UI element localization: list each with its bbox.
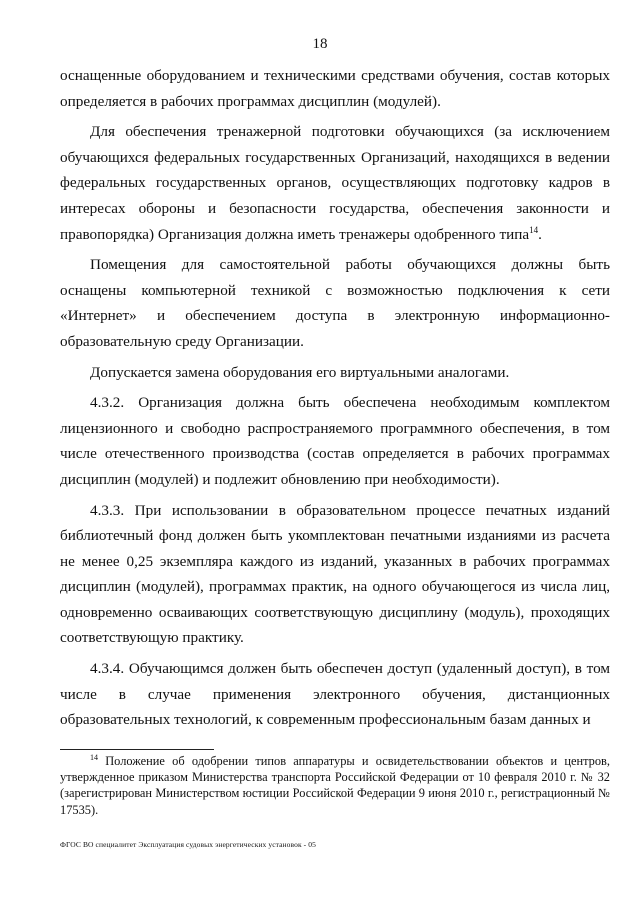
paragraph-simulator-training (60, 119, 610, 247)
paragraph-4-3-2: 4.3.2. Организация должна быть обеспечена необходимым комплектом лицензионного и свободно распространяемого программного обеспечения, в том числе отечественного производства (состав определяется в рабочих программах дисциплин (модулей) и подлежит обновлению при необходимости). (60, 394, 610, 488)
footnote-reference: 14 (529, 224, 539, 235)
paragraph-text: Для обеспечения тренажерной подготовки обучающихся (за исключением обучающихся федеральных государственных Организаций, находящихся в ведении федеральных государственных органов, осуществляющих подготовку кадров в интересах обороны и безопасности государства, обеспечения законности и правопорядка) Организация должна иметь тренажеры одобренного типа (60, 123, 610, 243)
paragraph-continuation: оснащенные оборудованием и техническими средствами обучения, состав которых определяется в рабочих программах дисциплин (модулей). (60, 67, 610, 110)
paragraph-4-3-4: 4.3.4. Обучающимся должен быть обеспечен доступ (удаленный доступ), в том числе в случае применения электронного обучения, дистанционных образовательных технологий, к современным профессиональным базам данных и (60, 660, 610, 729)
document-footer: ФГОС ВО специалитет Эксплуатация судовых энергетических установок - 05 (60, 840, 316, 849)
paragraph-virtual-analogs: Допускается замена оборудования его виртуальными аналогами. (90, 363, 510, 381)
main-text (60, 63, 610, 738)
footnote (60, 753, 610, 818)
paragraph-tail: . (538, 225, 542, 243)
paragraph-4-3-3: 4.3.3. При использовании в образовательном процессе печатных изданий библиотечный фонд должен быть укомплектован печатными изданиями из расчета не менее 0,25 экземпляра каждого из изданий, указанных в рабочих программах дисциплин (модулей), программах практик, на одного обучающегося из числа лиц, одновременно осваивающих соответствующую дисциплину (модуль), проходящих соответствующую практику. (60, 501, 610, 647)
page-number: 18 (312, 36, 328, 52)
paragraph-self-study-rooms: Помещения для самостоятельной работы обучающихся должны быть оснащены компьютерной техникой с возможностью подключения к сети «Интернет» и обеспечением доступа в электронную информационно-образовательную среду Организации. (60, 256, 610, 350)
footnote-divider (60, 749, 214, 750)
footnote-marker: 14 (90, 752, 98, 762)
footnote-text: Положение об одобрении типов аппаратуры и освидетельствовании объектов и центров, утвержденное приказом Министерства транспорта Российской Федерации от 10 февраля 2010 г. № 32 (зарегистрирован Министерством юстиции Российской Федерации 9 июня 2010 г., регистрационный № 17535). (60, 754, 610, 817)
